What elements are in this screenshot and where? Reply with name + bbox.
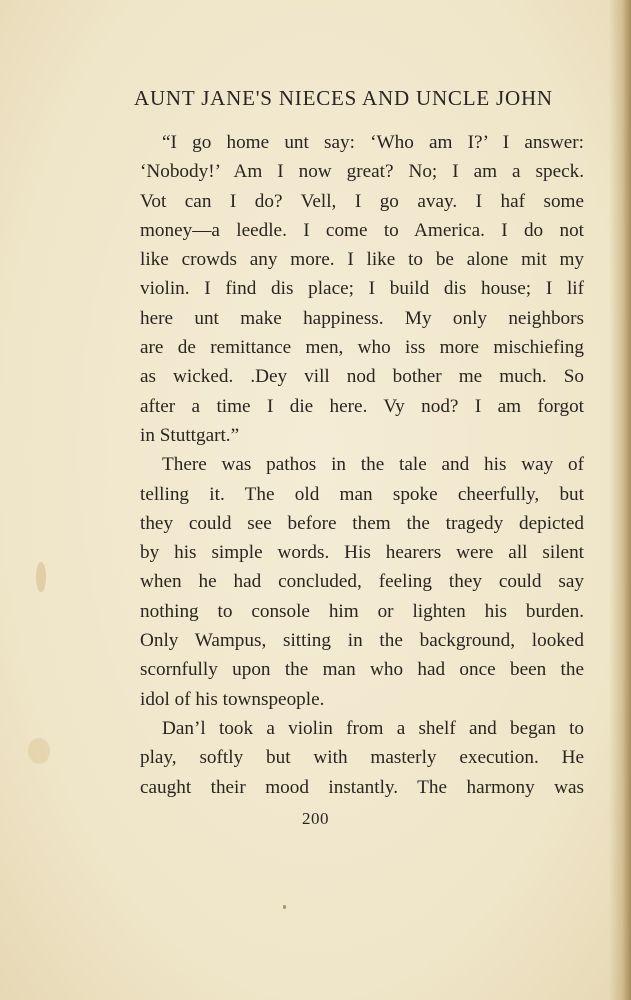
text-line: scornfully upon the man who had once been the	[140, 659, 584, 681]
text-line: like crowds any more. I like to be alone mit my	[140, 249, 584, 271]
text-line: nothing to console him or lighten his burden.	[140, 600, 584, 622]
paper-stain	[28, 738, 50, 764]
paper-stain	[36, 562, 46, 592]
text-line: here unt make happiness. My only neighbors	[140, 307, 584, 329]
text-line: they could see before them the tragedy depicted	[140, 512, 584, 534]
text-line: ‘Nobody!’ Am I now great? No; I am a speck.	[140, 161, 584, 183]
text-line: telling it. The old man spoke cheerfully, but	[140, 483, 584, 505]
text-line: violin. I find dis place; I build dis house; I lif	[140, 278, 584, 300]
text-line: by his simple words. His hearers were all silent	[140, 542, 584, 564]
text-line: play, softly but with masterly execution. He	[140, 747, 584, 769]
text-line: idol of his townspeople.	[140, 688, 325, 710]
text-line: when he had concluded, feeling they could say	[140, 571, 584, 593]
running-head: AUNT JANE'S NIECES AND UNCLE JOHN	[134, 86, 553, 110]
body-text	[140, 128, 584, 802]
text-line: after a time I die here. Vy nod? I am forgot	[140, 395, 584, 417]
text-line: Only Wampus, sitting in the background, looked	[140, 630, 584, 652]
text-line: are de remittance men, who iss more mischiefing	[140, 337, 584, 359]
text-line: Dan’l took a violin from a shelf and began to	[162, 717, 584, 739]
text-line: money—a leedle. I come to America. I do not	[140, 219, 584, 241]
page-edge-shadow	[609, 0, 631, 1000]
page-number: 200	[302, 809, 329, 828]
text-line: as wicked. .Dey vill nod bother me much. So	[140, 366, 584, 388]
text-line: There was pathos in the tale and his way of	[162, 454, 584, 476]
text-line: “I go home unt say: ‘Who am I?’ I answer:	[162, 132, 584, 153]
paper-speck	[283, 905, 286, 909]
text-line: in Stuttgart.”	[140, 424, 240, 446]
text-line: caught their mood instantly. The harmony was	[140, 776, 584, 798]
text-line: Vot can I do? Vell, I go avay. I haf some	[140, 190, 584, 212]
